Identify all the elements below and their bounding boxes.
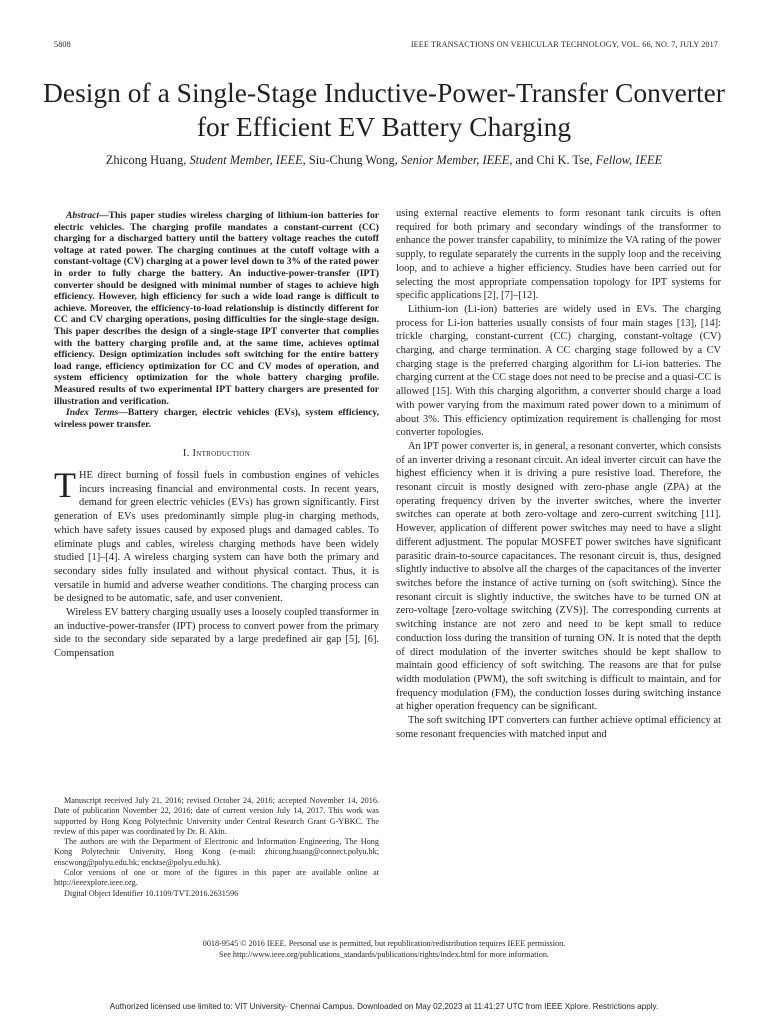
copyright-notice: 0018-9545 © 2016 IEEE. Personal use is permitted, but republication/redistribution requires IEEE permission. See http://www.ieee.org/publications_standards/publications/rights/index.html for more information.	[202, 939, 566, 959]
license-footer: Authorized licensed use limited to: VIT University- Chennai Campus. Downloaded on May 02,2023 at 11:41:27 UTC from IEEE Xplore. Restrictions apply.	[109, 1002, 659, 1011]
author-name: Siu-Chung Wong	[308, 153, 395, 167]
author-list: Zhicong Huang, Student Member, IEEE, Siu-Chung Wong, Senior Member, IEEE, and Chi K. Tse, Fellow, IEEE	[105, 153, 663, 167]
intro-paragraph: THE direct burning of fossil fuels in combustion engines of vehicles incurs increasing financial and environmental costs. In recent years, demand for green electric vehicles (EVs) has grown significantly. First generation of EVs uses predominantly simple plug-in charging methods, which have safety issues caused by exposed plugs and damaged cables. To eliminate plugs and cables, wireless charging methods have been widely studied [1]–[4]. A wireless charging system can have both the primary and secondary sides fully insulated and without physical contact. Thus, it is versatile in humid and adverse weather conditions. The charging process can be designed to be automatic, safe, and user convenient.	[54, 464, 379, 605]
author-name: Chi K. Tse	[536, 153, 590, 167]
index-terms	[54, 407, 379, 430]
page-number: 5808	[54, 40, 71, 49]
index-terms-label: Index Terms—	[66, 407, 128, 419]
journal-name: IEEE TRANSACTIONS ON VEHICULAR TECHNOLOGY, VOL. 66, NO. 7, JULY 2017	[410, 40, 718, 49]
abstract	[54, 210, 379, 407]
abstract-label: Abstract—	[66, 210, 109, 221]
paper-title: Design of a Single-Stage Inductive-Power-Transfer Converter for Efficient EV Battery Charging	[43, 77, 725, 142]
footnote-doi: Digital Object Identifier 10.1109/TVT.2016.2631596	[64, 888, 239, 898]
footnote-manuscript: Manuscript received July 21, 2016; revised October 24, 2016; accepted November 14, 2016. Date of publication November 22, 2016; date of current version July 14, 2017. This work was supported by Hong Kong Polytechnic University under Central Research Grant G-YBKC. The review of this paper was coordinated by Dr. B. Akin.	[54, 796, 379, 836]
body-paragraph: Lithium-ion (Li-ion) batteries are widely used in EVs. The charging process for Li-ion batteries usually consists of four main stages [13], [14]: trickle charging, constant-current (CC) charging, constant-voltage (CV) charging, and charge termination. A CC charging stage followed by a CV charging stage is the preferred charging algorithm for Li-ion batteries. The charging current at the CC stage does not need to be precise and a quasi-CC is allowed [15]. With this charging algorithm, a converter should charge a load with power varying from the maximum rated power down to a minimum of about 3%. This efficiency optimization requirement is challenging for most converter topologies.	[396, 303, 722, 439]
footnote-affiliation: The authors are with the Department of Electronic and Information Engineering, The Hong Kong Polytechnic University, Hong Kong (e-mail: zhicong.huang@connect.polyu.hk; enscwong@polyu.edu.hk; encktse@polyu.edu.hk).	[54, 837, 379, 867]
footnote	[54, 796, 379, 899]
body-paragraph: An IPT power converter is, in general, a resonant converter, which consists of an inverter driving a resonant circuit. An ideal inverter circuit can have the highest efficiency when it is driving a pure resistive load. Therefore, the resonant circuit is mostly designed with zero-phase angle (ZPA) at the operating frequency driven by the inverter switches, where the inverter switches can operate at both zero-voltage and zero-current switching [11]. However, application of different power switches may need to have a slight different adjustment. The popular MOSFET power switches have significant parasitic drain-to-source capacitances. The resonant circuit is, thus, designed slightly inductive to absolve all the charges of the capacitances of the inverter switches before the instance of active turning on (soft switching). Since the resonant circuit is slightly inductive, the switches have to be turned ON at zero-voltage [zero-voltage switching (ZVS)]. The corresponding currents at switching instance are not zero and need to be kept small to reduce conduction loss during the transition of turning ON. It is noted that the depth of direct modulation of the inverter switches should be kept shallow to maintain good efficiency of soft switching. The reasons are that for pulse width modulation (PWM), the soft switching is difficult to maintain, and for frequency modulation (FM), the conduction losses during switching instance at higher operation frequency can be significant.	[396, 440, 721, 713]
right-column	[396, 207, 721, 741]
drop-cap: T	[54, 464, 76, 505]
left-column	[54, 210, 379, 661]
intro-paragraph: Wireless EV battery charging usually uses a loosely coupled transformer in an inductive-power-transfer (IPT) process to convert power from the primary side to the secondary side separated by a large predefined air gap [5], [6]. Compensation	[54, 607, 379, 660]
author-role: Fellow, IEEE	[595, 153, 663, 167]
author-name: Zhicong Huang	[105, 153, 184, 167]
abstract-text: This paper studies wireless charging of lithium-ion batteries for electric vehicles. The charging profile mandates a constant-current (CC) charging for a discharged battery until the battery voltage reaches the cutoff voltage at rated power. The charging continues at the cutoff voltage with a constant-voltage (CV) charging at a power level down to 3% of the rated power in order to fully charge the battery. An inductive-power-transfer (IPT) converter should be designed with minimal number of stages to achieve high efficiency. However, high efficiency for such a wide load range is difficult to achieve. Moreover, the efficiency-to-load relationship is distinctly different for CC and CV charging operations, posing difficulties for the single-stage design. This paper describes the design of a single-stage IPT converter that complies with the battery charging profile and, at the same time, achieves optimal efficiency. Design optimization includes soft switching for the entire battery load range, efficiency optimization for CC and CV modes of operation, and system efficiency optimization for the whole battery charging profile. Measured results of two experimental IPT battery chargers are presented for illustration and verification.	[54, 210, 379, 407]
index-terms-text: Battery charger, electric vehicles (EVs), system efficiency, wireless power transfer.	[54, 407, 379, 430]
author-role: Senior Member, IEEE	[400, 153, 510, 167]
body-paragraph: using external reactive elements to form resonant tank circuits is often required for both primary and secondary windings of the transformer to enhance the power transfer capability, to minimize the VA rating of the power supply, to regulate separately the currents in the supply loop and the receiving loop, and to achieve a higher efficiency. Studies have been carried out for selecting the most appropriate compensation topology for IPT systems for specific applications [2], [7]–[12].	[396, 208, 721, 302]
footnote-color: Color versions of one or more of the figures in this paper are available online at http://ieeexplore.ieee.org.	[54, 868, 379, 888]
author-role: Student Member, IEEE	[189, 153, 303, 167]
body-paragraph: The soft switching IPT converters can further achieve optimal efficiency at some resonant frequencies with matched input and	[396, 715, 721, 740]
section-heading: I. Introduction	[182, 448, 251, 460]
